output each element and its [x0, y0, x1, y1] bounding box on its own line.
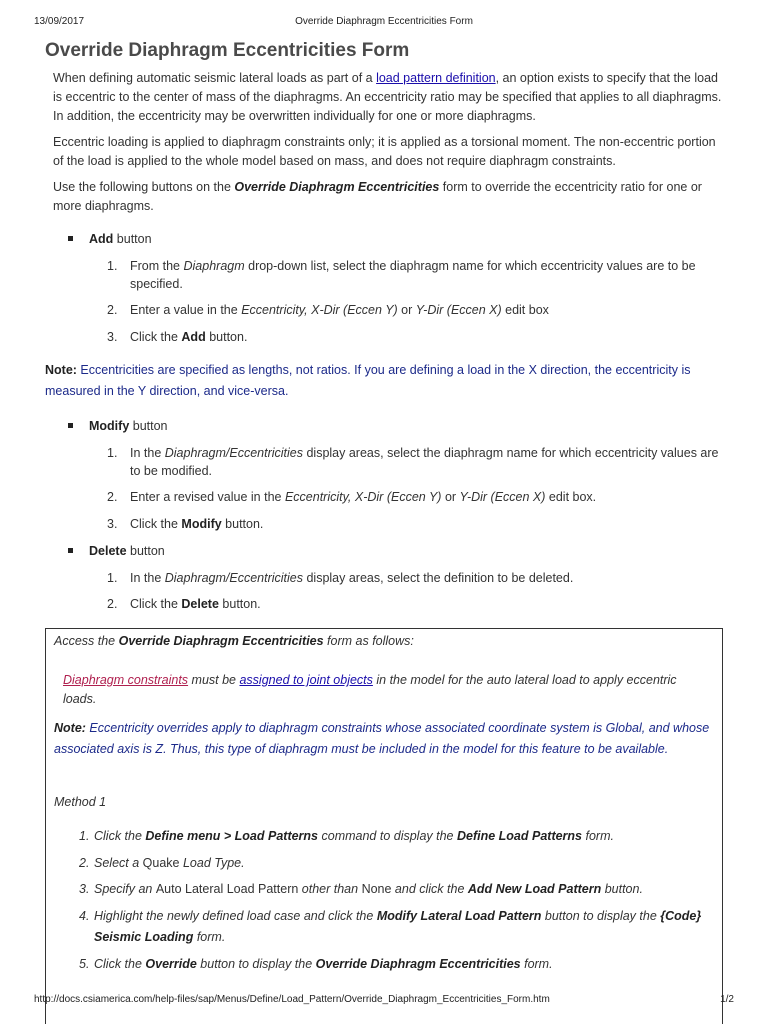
p3-text-cont: form to override the eccentricity ratio for one or more diaphragms. [53, 180, 702, 213]
step-italic: Diaphragm/Eccentricities [164, 571, 303, 585]
bullet-square-icon [68, 236, 73, 241]
intro-paragraph-3 [53, 178, 723, 216]
step-text: Click the [130, 597, 182, 611]
step-text: display areas, select the diaphragm name for which eccentricity values are to be modified. [130, 446, 719, 478]
step-number: 2. [107, 303, 118, 317]
step-text: Click the [94, 829, 146, 843]
step-text: button to display the [196, 957, 316, 971]
note-eccentricities [45, 360, 725, 402]
method-heading: Method 1 [54, 795, 107, 809]
access-text-cont: form as follows: [323, 634, 414, 648]
step-text: In the [130, 571, 165, 585]
step-number: 5. [79, 957, 90, 971]
step-text: display areas, select the definition to be deleted. [303, 571, 574, 585]
bullet-square-icon [68, 548, 73, 553]
delete-step-1 [107, 569, 722, 587]
step-text: Specify an [94, 882, 156, 896]
assigned-to-joint-objects-link[interactable]: assigned to joint objects [239, 673, 373, 687]
step-text: Highlight the newly defined load case and click the [94, 909, 377, 923]
access-note [54, 718, 714, 760]
page-title: Override Diaphragm Eccentricities Form [45, 40, 410, 61]
step-bold: Define Load Patterns [456, 829, 583, 843]
step-number: 2. [107, 597, 118, 611]
step-number: 1. [107, 571, 118, 585]
method-step-5 [79, 954, 709, 975]
step-bold: Modify [181, 517, 222, 531]
add-step-3 [107, 328, 722, 346]
step-number: 3. [79, 882, 90, 896]
access-form-name: Override Diaphragm Eccentricities [118, 634, 324, 648]
step-text: or [441, 490, 460, 504]
step-text: Enter a value in the [130, 303, 242, 317]
print-title: Override Diaphragm Eccentricities Form [295, 16, 473, 27]
print-footer [34, 994, 734, 1008]
step-bold: Override Diaphragm Eccentricities [315, 957, 521, 971]
step-text: drop-down list, select the diaphragm name for which eccentricity values are to be specified. [130, 259, 696, 291]
modify-step-2 [107, 488, 722, 506]
step-italic: Diaphragm [183, 259, 245, 273]
step-number: 3. [107, 330, 118, 344]
step-number: 2. [79, 856, 90, 870]
intro-text-cont: , an option exists to specify that the load is eccentric to the center of mass of the diaphragms. An eccentricity ratio may be specified that applies to all diaphragms. In addition, the eccentricity may be overwritten individually for one or more diaphragms. [53, 71, 722, 123]
method-step-1 [79, 826, 709, 847]
bullet-suffix: button [126, 544, 165, 558]
intro-paragraph-2: Eccentric loading is applied to diaphragm constraints only; it is applied as a torsional moment. The non-eccentric portion of the load is applied to the whole model based on mass, and does not require diaphragm constraints. [53, 135, 716, 168]
step-number: 1. [107, 446, 118, 460]
step-text: Click the [130, 517, 182, 531]
add-step-1 [107, 257, 722, 293]
add-label: Add [89, 232, 114, 246]
step-text: other than [298, 882, 362, 896]
step-text: button. [221, 517, 264, 531]
constraints-text-end: in the model for the auto lateral load to apply eccentric loads. [63, 673, 677, 706]
print-date: 13/09/2017 [34, 16, 85, 27]
p3-text: Use the following buttons on the [53, 180, 235, 194]
step-text: In the [130, 446, 165, 460]
step-number: 4. [79, 909, 90, 923]
constraints-text: must be [188, 673, 240, 687]
step-upright: Auto Lateral Load Pattern [155, 882, 299, 896]
step-number: 3. [107, 517, 118, 531]
step-italic: Eccentricity, X-Dir (Eccen Y) [284, 490, 442, 504]
delete-step-2 [107, 595, 722, 613]
step-bold: Define menu > Load Patterns [145, 829, 319, 843]
bullet-suffix: button [129, 419, 168, 433]
note-text: Eccentricities are specified as lengths, not ratios. If you are defining a load in the X direction, the eccentricity is measured in the Y direction, and vice-versa. [45, 363, 691, 398]
access-box [45, 628, 723, 1024]
step-text: Load Type. [179, 856, 245, 870]
bullet-square-icon [68, 423, 73, 428]
note-text: Eccentricity overrides apply to diaphragm constraints whose associated coordinate system is Global, and whose associated axis is Z. Thus, this type of diaphragm must be included in the model for this feature to be available. [54, 721, 710, 756]
method-step-4 [79, 906, 709, 948]
step-text: button. [601, 882, 643, 896]
step-upright: Quake [142, 856, 180, 870]
step-text: button to display the [541, 909, 661, 923]
delete-button-bullet [68, 542, 165, 560]
step-bold: Add New Load Pattern [467, 882, 602, 896]
step-text: edit box. [545, 490, 597, 504]
source-url: http://docs.csiamerica.com/help-files/sap/Menus/Define/Load_Pattern/Override_Diaphragm_Eccentricities_Form.htm [34, 994, 550, 1005]
step-italic: Eccentricity, X-Dir (Eccen Y) [241, 303, 398, 317]
delete-label: Delete [89, 544, 127, 558]
modify-step-3 [107, 515, 722, 533]
step-text: button. [218, 597, 261, 611]
step-bold: Override [145, 957, 197, 971]
step-text: command to display the [318, 829, 457, 843]
step-number: 2. [107, 490, 118, 504]
modify-label: Modify [89, 419, 130, 433]
step-text: Select a [94, 856, 143, 870]
load-pattern-definition-link[interactable]: load pattern definition [376, 71, 496, 85]
intro-paragraph-1 [53, 69, 723, 126]
p3-form-name: Override Diaphragm Eccentricities [234, 180, 440, 194]
add-step-2 [107, 301, 722, 319]
note-label: Note: [54, 721, 86, 735]
note-label: Note: [45, 363, 77, 377]
step-bold: {Code} Seismic Loading [94, 909, 702, 944]
step-text: or [397, 303, 416, 317]
modify-button-bullet [68, 417, 168, 435]
step-text: Enter a revised value in the [130, 490, 285, 504]
method-step-3 [79, 879, 709, 900]
step-text: form. [193, 930, 226, 944]
step-text: form. [582, 829, 614, 843]
step-text: button. [205, 330, 248, 344]
method-step-2 [79, 853, 709, 874]
step-bold: Add [181, 330, 206, 344]
page-number: 1/2 [720, 994, 734, 1005]
step-italic: Y-Dir (Eccen X) [415, 303, 502, 317]
step-text: and click the [391, 882, 468, 896]
step-text: Click the [94, 957, 146, 971]
intro-text: When defining automatic seismic lateral loads as part of a [53, 71, 377, 85]
constraints-paragraph [63, 671, 703, 709]
access-text: Access the [54, 634, 119, 648]
add-button-bullet [68, 230, 152, 248]
step-bold: Modify Lateral Load Pattern [376, 909, 542, 923]
step-italic: Y-Dir (Eccen X) [459, 490, 546, 504]
step-text: edit box [501, 303, 549, 317]
step-upright: None [361, 882, 392, 896]
step-text: form. [520, 957, 553, 971]
step-bold: Delete [181, 597, 219, 611]
bullet-suffix: button [113, 232, 152, 246]
step-text: From the [130, 259, 184, 273]
step-number: 1. [107, 259, 118, 273]
step-number: 1. [79, 829, 90, 843]
step-text: Click the [130, 330, 182, 344]
modify-step-1 [107, 444, 722, 480]
step-italic: Diaphragm/Eccentricities [164, 446, 303, 460]
print-header [34, 16, 734, 30]
diaphragm-constraints-link[interactable]: Diaphragm constraints [63, 673, 189, 687]
access-intro [54, 632, 704, 651]
